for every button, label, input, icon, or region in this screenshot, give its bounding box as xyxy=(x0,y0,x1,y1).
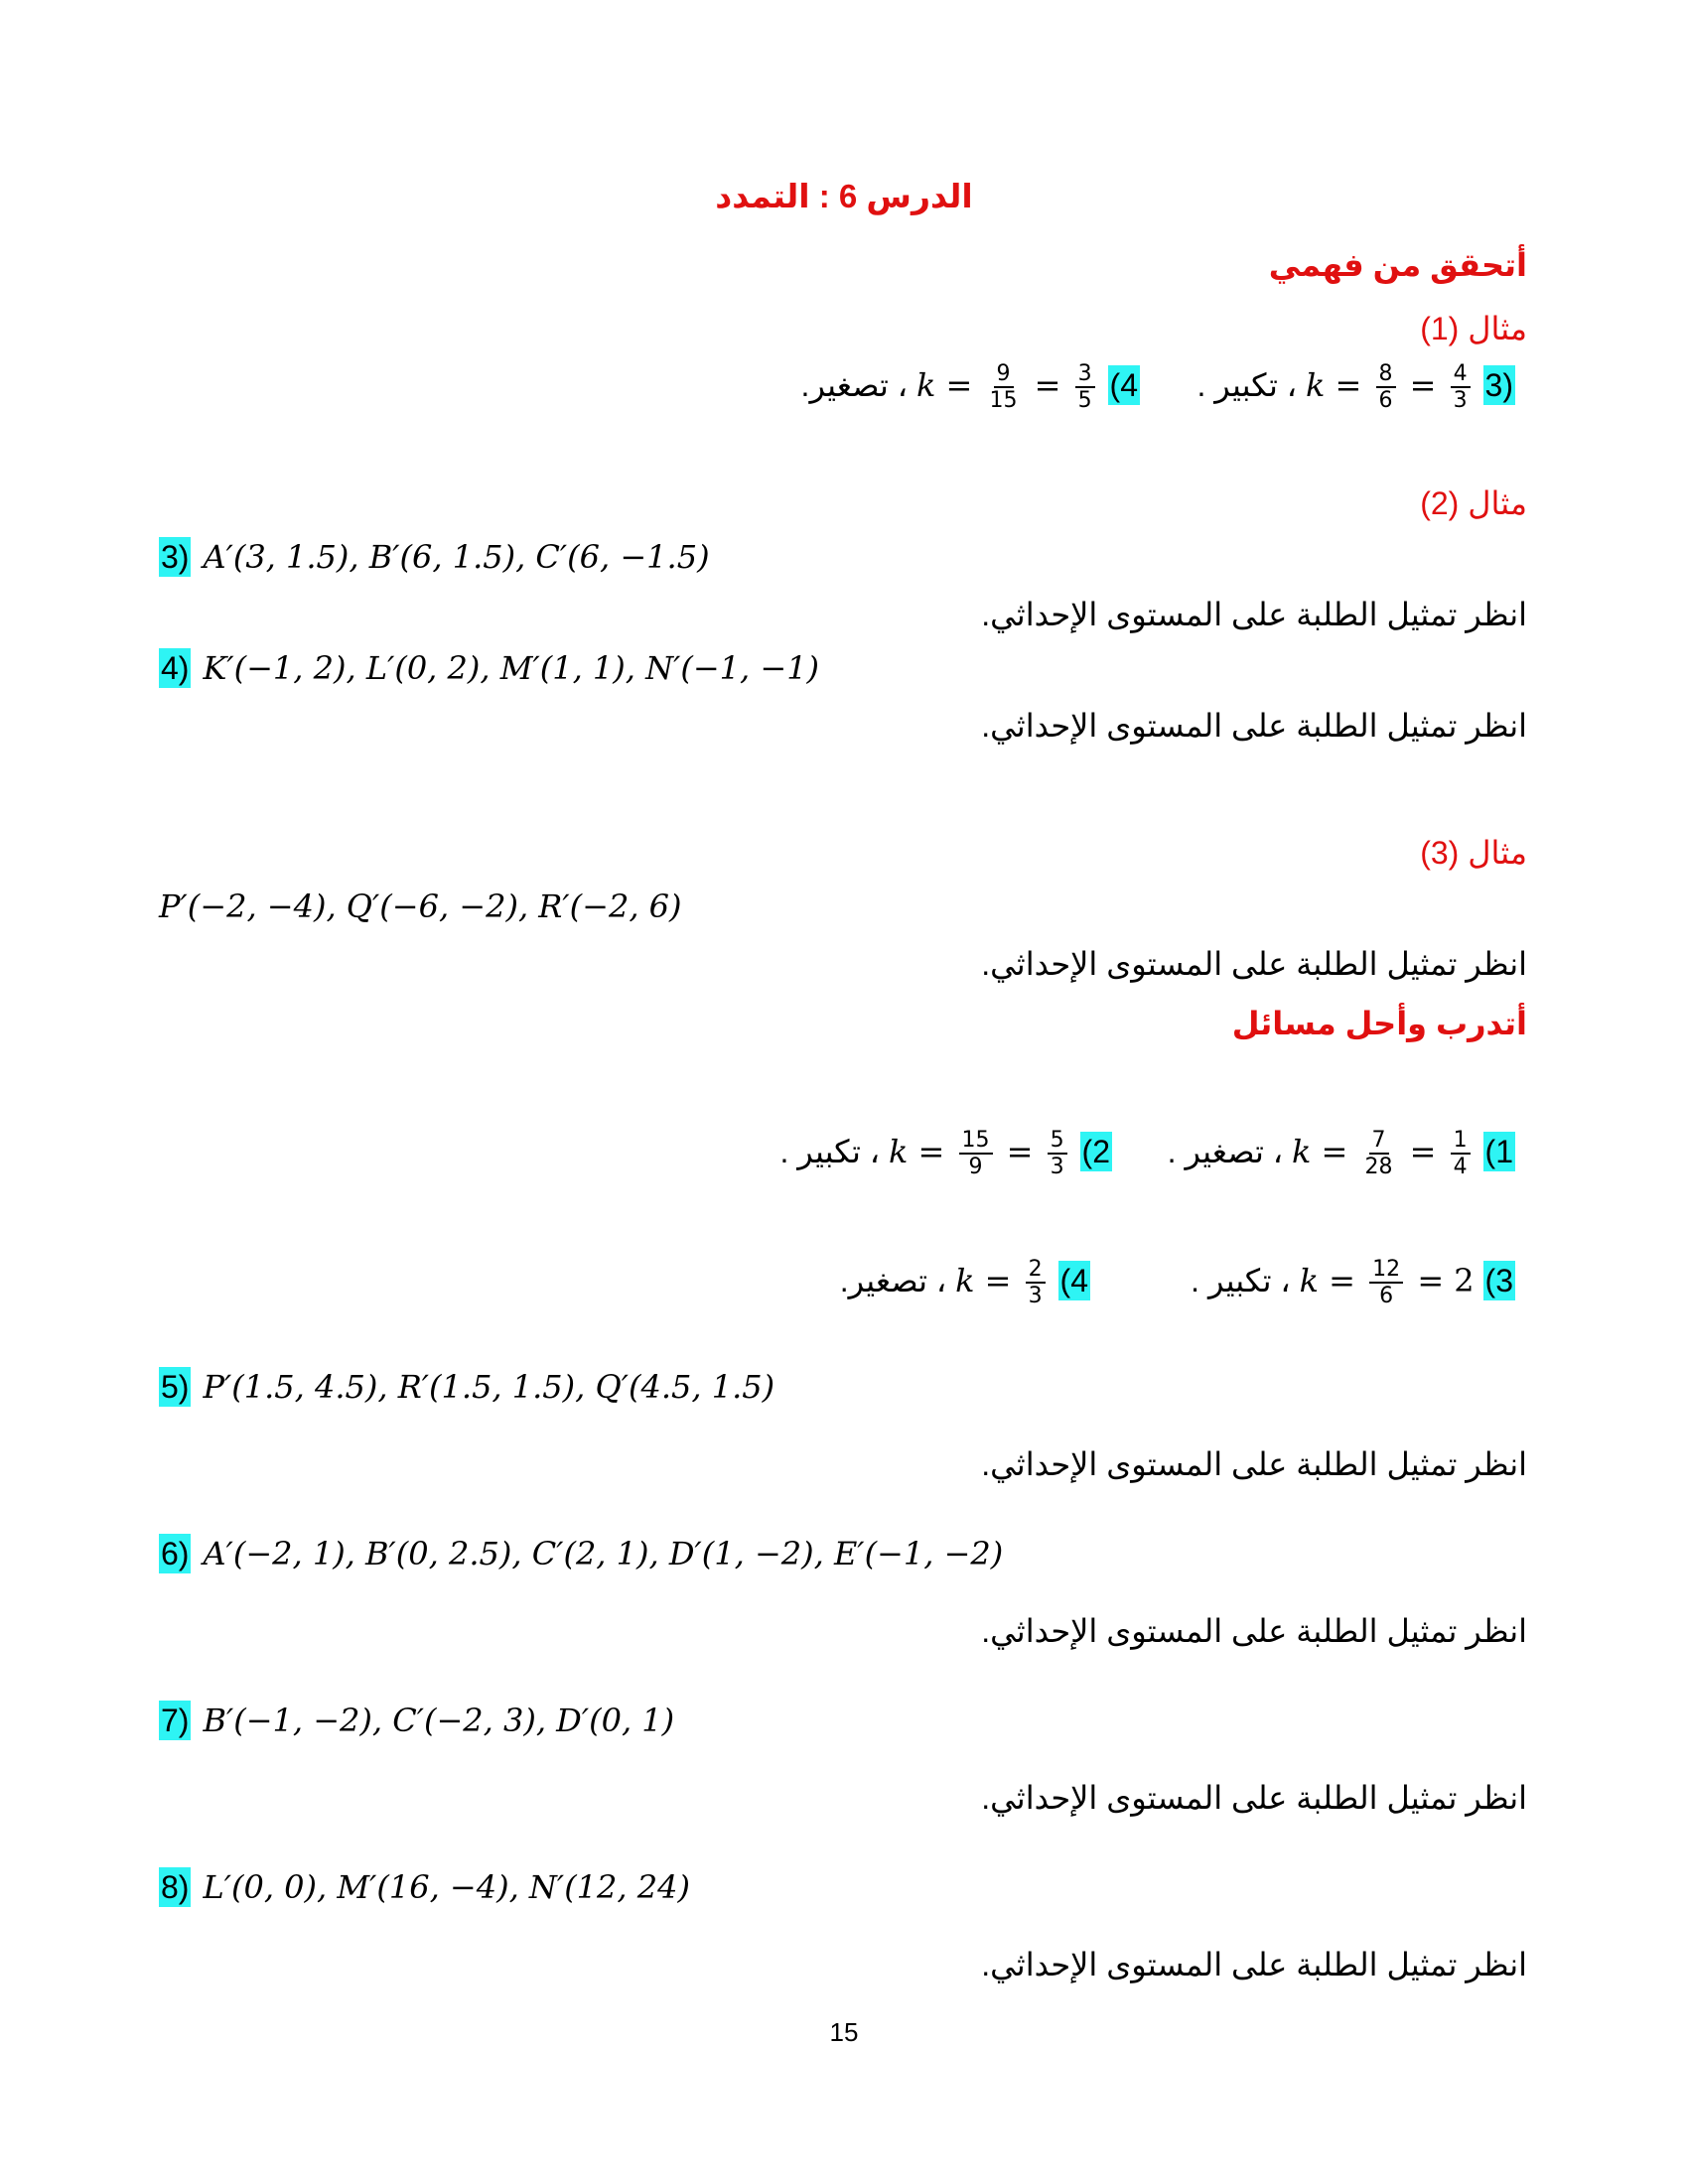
example-2-label: مثال (2) xyxy=(1420,485,1527,521)
item-number: 3) xyxy=(1484,366,1513,403)
item-number: 2) xyxy=(1081,1133,1110,1169)
coordinates: L′(0, 0), M′(16, −4), N′(12, 24) xyxy=(203,1868,690,1906)
item-number: 4) xyxy=(1109,366,1138,403)
k-expression: k = $\frac{9}{15}$ = $\frac{3}{5}$ xyxy=(916,361,1099,414)
practice-item-6 xyxy=(159,1535,1003,1572)
item-number: 6) xyxy=(161,1536,190,1571)
coordinates: B′(−1, −2), C′(−2, 3), D′(0, 1) xyxy=(203,1702,675,1739)
see-note: انظر تمثيل الطلبة على المستوى الإحداثي. xyxy=(981,1780,1527,1816)
item-number: 4) xyxy=(1059,1262,1088,1298)
see-note: انظر تمثيل الطلبة على المستوى الإحداثي. xyxy=(981,597,1527,632)
coordinates: P′(1.5, 4.5), R′(1.5, 1.5), Q′(4.5, 1.5) xyxy=(203,1368,775,1406)
k-expression: k = $\frac{15}{9}$ = $\frac{5}{3}$ xyxy=(889,1128,1071,1180)
example-1-item-4 xyxy=(801,361,1152,414)
lesson-title: الدرس 6 : التمدد xyxy=(715,178,973,214)
item-number: 8) xyxy=(161,1869,190,1905)
example-1-label: مثال (1) xyxy=(1420,311,1527,346)
item-result: ، تصغير. xyxy=(800,366,909,403)
item-result: ، تكبير . xyxy=(779,1133,881,1169)
item-number: 3) xyxy=(1484,1262,1513,1298)
practice-item-7 xyxy=(159,1702,674,1739)
item-result: ، تصغير. xyxy=(839,1262,947,1298)
coordinates: A′(3, 1.5), B′(6, 1.5), C′(6, −1.5) xyxy=(203,538,710,576)
check-understanding-heading: أتحقق من فهمي xyxy=(1268,247,1527,283)
see-note: انظر تمثيل الطلبة على المستوى الإحداثي. xyxy=(981,1446,1527,1482)
k-expression: k = $\frac{8}{6}$ = $\frac{4}{3}$ xyxy=(1306,361,1475,414)
practice-item-5 xyxy=(159,1368,774,1406)
item-number: 1) xyxy=(1484,1133,1513,1169)
example-3-label: مثال (3) xyxy=(1420,835,1527,871)
example-1-item-3 xyxy=(1197,361,1527,414)
practice-item-4 xyxy=(840,1257,1102,1309)
see-note: انظر تمثيل الطلبة على المستوى الإحداثي. xyxy=(981,946,1527,982)
see-note: انظر تمثيل الطلبة على المستوى الإحداثي. xyxy=(981,1613,1527,1649)
k-expression: k = $\frac{12}{6}$ = 2 xyxy=(1299,1257,1475,1309)
practice-item-8 xyxy=(159,1868,690,1906)
k-expression: k = $\frac{2}{3}$ xyxy=(955,1257,1050,1309)
coordinates: A′(−2, 1), B′(0, 2.5), C′(2, 1), D′(1, −2), E′(−1, −2) xyxy=(203,1535,1004,1572)
coordinates: P′(−2, −4), Q′(−6, −2), R′(−2, 6) xyxy=(159,887,682,925)
practice-item-3 xyxy=(1191,1257,1527,1309)
example-2-item-3 xyxy=(159,538,710,576)
item-number: 5) xyxy=(161,1369,190,1405)
item-result: ، تكبير . xyxy=(1196,366,1298,403)
page-number: 15 xyxy=(829,2017,859,2047)
practice-heading: أتدرب وأحل مسائل xyxy=(1231,1006,1527,1041)
example-2-item-4 xyxy=(159,649,819,687)
item-number: 4) xyxy=(161,650,190,686)
item-number: 7) xyxy=(161,1703,190,1738)
coordinates: K′(−1, 2), L′(0, 2), M′(1, 1), N′(−1, −1) xyxy=(203,649,820,687)
see-note: انظر تمثيل الطلبة على المستوى الإحداثي. xyxy=(981,708,1527,744)
item-number: 3) xyxy=(161,539,190,575)
k-expression: k = $\frac{7}{28}$ = $\frac{1}{4}$ xyxy=(1292,1128,1475,1180)
item-result: ، تصغير . xyxy=(1167,1133,1284,1169)
see-note: انظر تمثيل الطلبة على المستوى الإحداثي. xyxy=(981,1947,1527,1982)
practice-item-2 xyxy=(780,1128,1124,1180)
practice-item-1 xyxy=(1168,1128,1527,1180)
example-3-expression xyxy=(159,887,682,925)
item-result: ، تكبير . xyxy=(1191,1262,1291,1298)
